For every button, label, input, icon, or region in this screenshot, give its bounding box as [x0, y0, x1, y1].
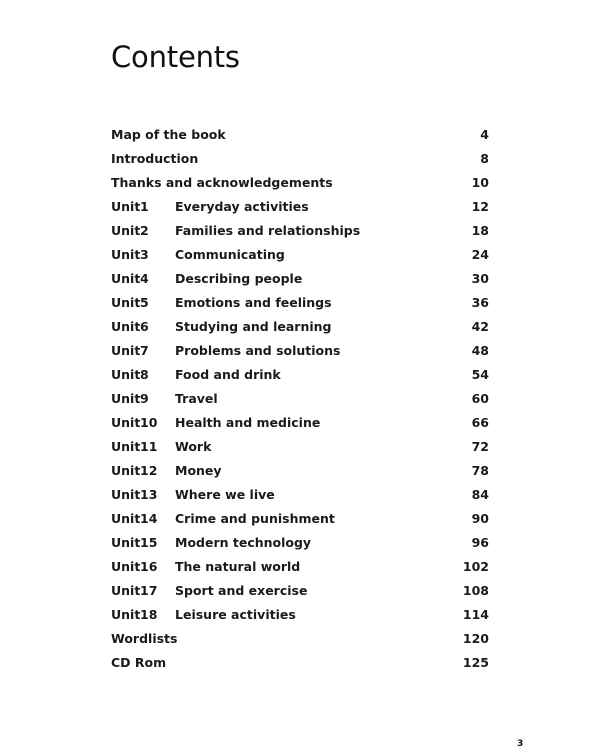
toc-entry-page: 78 [471, 462, 489, 478]
toc-entry-title: Leisure activities [175, 606, 296, 622]
toc-entry-page: 4 [480, 126, 489, 142]
toc-entry-page: 54 [471, 366, 489, 382]
toc-unit-label: Unit [111, 534, 141, 550]
toc-unit-label: Unit [111, 414, 141, 430]
toc-entry-title: Health and medicine [175, 414, 321, 430]
toc-entry-title: Map of the book [111, 126, 226, 142]
toc-entry-page: 42 [471, 318, 489, 334]
toc-entry-page: 90 [471, 510, 489, 526]
toc-unit-number: 7 [140, 342, 149, 358]
toc-entry-title: Emotions and feelings [175, 294, 332, 310]
toc-entry [111, 554, 489, 578]
toc-entry-title: Work [175, 438, 212, 454]
toc-entry [111, 314, 489, 338]
toc-entry-page: 24 [471, 246, 489, 262]
toc-entry [111, 122, 489, 146]
toc-entry-page: 60 [471, 390, 489, 406]
toc-unit-label: Unit [111, 198, 141, 214]
page-number: 3 [517, 739, 524, 749]
toc-entry-page: 30 [471, 270, 489, 286]
toc-entry-title: Crime and punishment [175, 510, 335, 526]
toc-entry-page: 10 [471, 174, 489, 190]
toc-entry-title: Where we live [175, 486, 275, 502]
toc-unit-label: Unit [111, 390, 141, 406]
toc-entry-title: Introduction [111, 150, 199, 166]
toc-entry [111, 290, 489, 314]
toc-entry [111, 578, 489, 602]
toc-unit-number: 14 [140, 510, 158, 526]
toc-entry-page: 12 [471, 198, 489, 214]
toc-unit-label: Unit [111, 438, 141, 454]
toc-entry [111, 338, 489, 362]
toc-entry-title: Sport and exercise [175, 582, 308, 598]
toc-unit-number: 12 [140, 462, 158, 478]
toc-unit-number: 4 [140, 270, 149, 286]
toc-entry-title: Families and relationships [175, 222, 361, 238]
toc-entry [111, 146, 489, 170]
toc-unit-number: 11 [140, 438, 158, 454]
toc-unit-label: Unit [111, 342, 141, 358]
toc-entry [111, 530, 489, 554]
toc-entry-page: 8 [480, 150, 489, 166]
toc-entry [111, 482, 489, 506]
toc-entry-title: Money [175, 462, 222, 478]
toc-entry [111, 602, 489, 626]
toc-unit-label: Unit [111, 606, 141, 622]
toc-entry-title: Describing people [175, 270, 303, 286]
toc-entry [111, 650, 489, 674]
toc-unit-number: 2 [140, 222, 149, 238]
toc-unit-number: 18 [140, 606, 158, 622]
toc-entry [111, 626, 489, 650]
toc-entry [111, 386, 489, 410]
toc-unit-label: Unit [111, 486, 141, 502]
toc-entry [111, 194, 489, 218]
toc-entry-page: 18 [471, 222, 489, 238]
toc-entry-title: Communicating [175, 246, 285, 262]
toc-entry-title: Thanks and acknowledgements [111, 174, 333, 190]
table-of-contents [111, 122, 489, 674]
toc-entry [111, 266, 489, 290]
toc-unit-label: Unit [111, 270, 141, 286]
toc-entry-page: 84 [471, 486, 489, 502]
toc-entry-title: Modern technology [175, 534, 312, 550]
toc-entry [111, 362, 489, 386]
toc-unit-label: Unit [111, 558, 141, 574]
toc-unit-label: Unit [111, 246, 141, 262]
page-title: Contents [111, 40, 240, 74]
toc-entry [111, 410, 489, 434]
toc-entry-page: 120 [462, 630, 489, 646]
toc-entry [111, 170, 489, 194]
toc-entry-page: 96 [471, 534, 489, 550]
toc-entry-page: 66 [471, 414, 489, 430]
toc-entry-title: Studying and learning [175, 318, 332, 334]
toc-entry [111, 242, 489, 266]
toc-unit-label: Unit [111, 318, 141, 334]
toc-entry-title: Wordlists [111, 630, 178, 646]
toc-unit-number: 6 [140, 318, 149, 334]
toc-entry [111, 458, 489, 482]
toc-entry-page: 72 [471, 438, 489, 454]
toc-unit-number: 3 [140, 246, 149, 262]
toc-entry [111, 434, 489, 458]
toc-entry-title: Food and drink [175, 366, 281, 382]
toc-entry [111, 506, 489, 530]
toc-unit-number: 17 [140, 582, 158, 598]
toc-entry-page: 114 [462, 606, 489, 622]
toc-entry-page: 108 [462, 582, 489, 598]
toc-unit-number: 13 [140, 486, 158, 502]
toc-entry-page: 102 [462, 558, 489, 574]
toc-entry-page: 36 [471, 294, 489, 310]
toc-entry-title: The natural world [175, 558, 301, 574]
toc-unit-number: 16 [140, 558, 158, 574]
toc-entry-page: 125 [462, 654, 489, 670]
toc-entry-title: Travel [175, 390, 218, 406]
toc-entry-title: CD Rom [111, 654, 167, 670]
toc-unit-label: Unit [111, 510, 141, 526]
toc-entry-page: 48 [471, 342, 489, 358]
toc-unit-label: Unit [111, 222, 141, 238]
toc-unit-label: Unit [111, 582, 141, 598]
toc-unit-number: 1 [140, 198, 149, 214]
toc-unit-number: 5 [140, 294, 149, 310]
toc-entry-title: Everyday activities [175, 198, 309, 214]
toc-unit-label: Unit [111, 366, 141, 382]
toc-unit-number: 10 [140, 414, 158, 430]
toc-entry-title: Problems and solutions [175, 342, 341, 358]
toc-unit-number: 9 [140, 390, 149, 406]
toc-entry [111, 218, 489, 242]
toc-unit-number: 8 [140, 366, 149, 382]
toc-unit-number: 15 [140, 534, 158, 550]
toc-unit-label: Unit [111, 294, 141, 310]
toc-unit-label: Unit [111, 462, 141, 478]
